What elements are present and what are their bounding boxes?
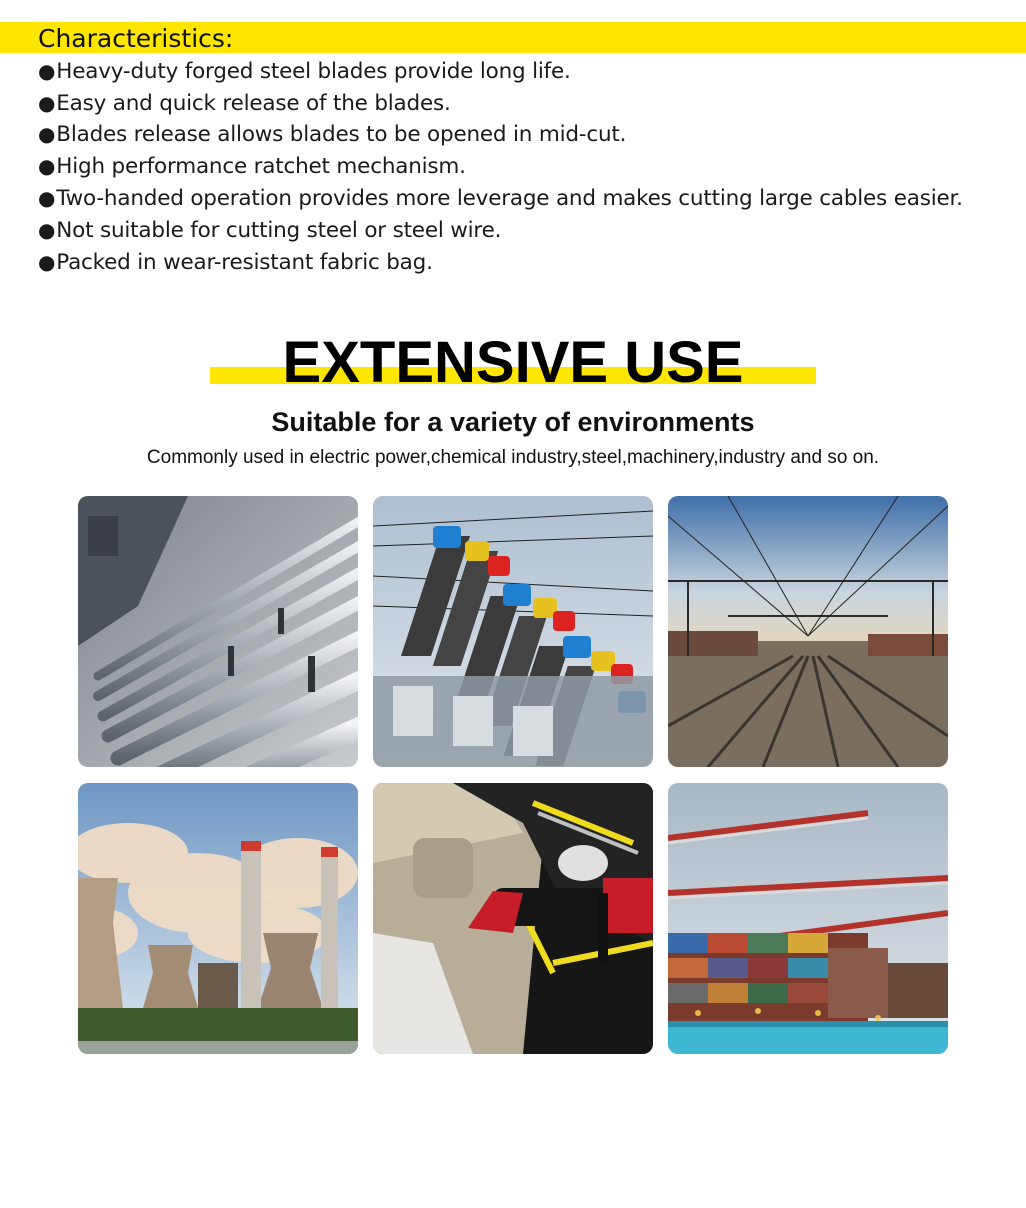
characteristics-title: Characteristics: [38, 24, 234, 53]
rescue-cutter-image [373, 783, 653, 1054]
photo-railway [668, 496, 948, 767]
substation-image [373, 496, 653, 767]
list-item: ●Not suitable for cutting steel or steel wire. [38, 218, 502, 243]
power-plant-image [78, 783, 358, 1054]
characteristics-list [38, 56, 963, 278]
bullet-icon: ● [38, 153, 56, 178]
list-item: ●High performance ratchet mechanism. [38, 153, 466, 179]
bullet-icon: ● [38, 218, 56, 242]
bullet-icon: ● [38, 186, 56, 210]
extensive-use-description: Commonly used in electric power,chemical industry,steel,machinery,industry and so on. [146, 447, 880, 468]
container-port-image [668, 783, 948, 1054]
photo-rescue-cutter [373, 783, 653, 1054]
list-item: ●Blades release allows blades to be opened in mid-cut. [38, 122, 627, 147]
extensive-use-title: EXTENSIVE USE [282, 330, 744, 395]
photo-conduit-pipes [78, 496, 358, 767]
railway-image [668, 496, 948, 767]
photo-power-plant [78, 783, 358, 1054]
extensive-use-subtitle: Suitable for a variety of environments [271, 407, 755, 437]
bullet-icon: ● [38, 90, 56, 115]
bullet-icon: ● [38, 122, 56, 146]
list-item: ●Two-handed operation provides more leverage and makes cutting large cables easier. [38, 186, 963, 211]
list-item: ●Heavy-duty forged steel blades provide long life. [38, 59, 571, 84]
bullet-icon: ● [38, 59, 56, 83]
list-item: ●Easy and quick release of the blades. [38, 90, 451, 116]
conduit-pipes-image [78, 496, 358, 767]
photo-container-port [668, 783, 948, 1054]
photo-substation-insulators [373, 496, 653, 767]
bullet-icon: ● [38, 249, 56, 274]
list-item: ●Packed in wear-resistant fabric bag. [38, 249, 433, 275]
